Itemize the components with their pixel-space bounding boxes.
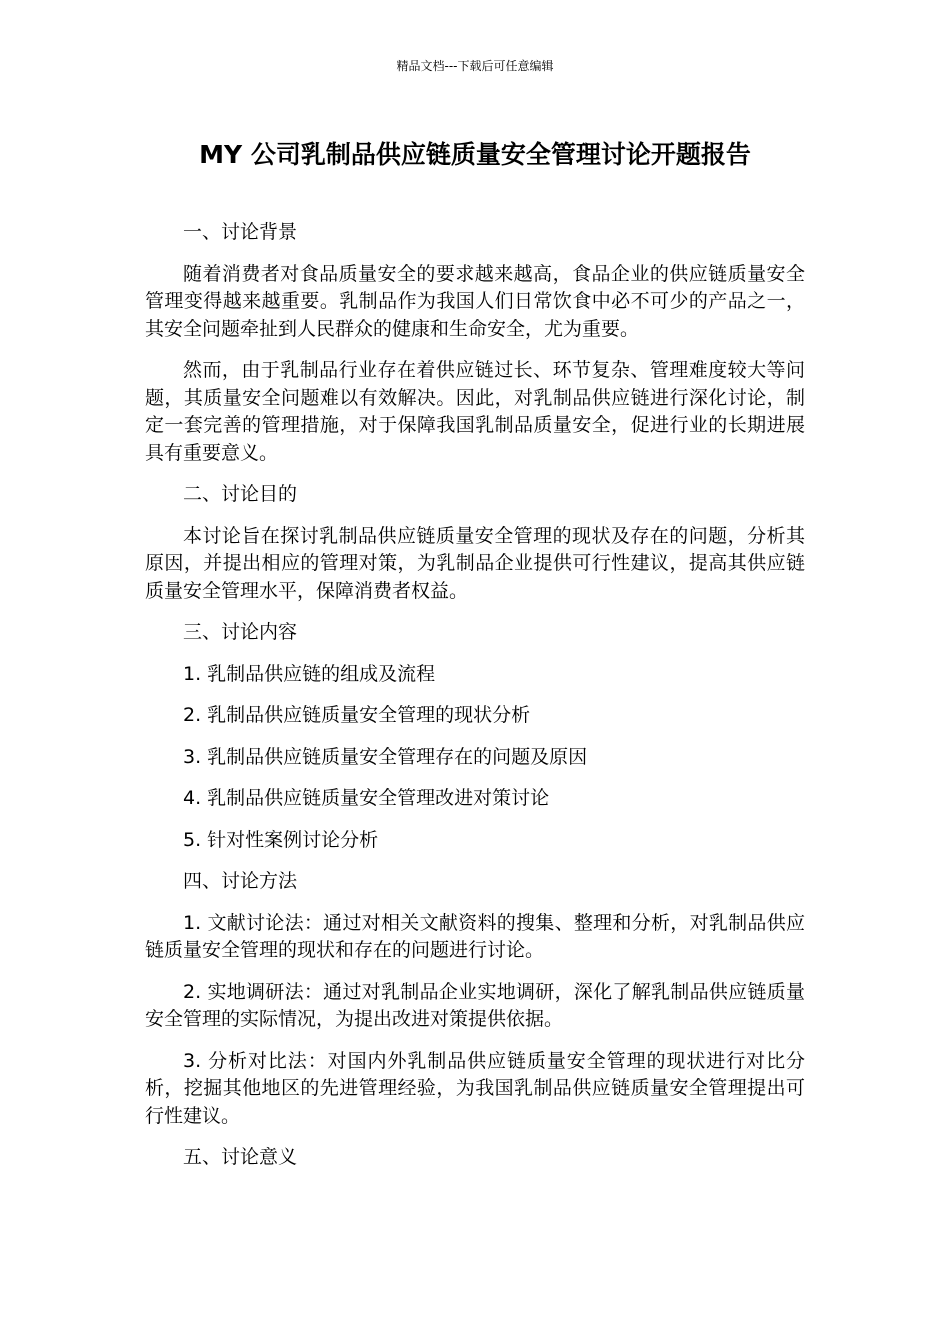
method-item-1: 1. 文献讨论法：通过对相关文献资料的搜集、整理和分析，对乳制品供应链质量安全管理的现状和存在的问题进行讨论。	[145, 911, 805, 961]
content-item-4: 4. 乳制品供应链质量安全管理改进对策讨论	[183, 787, 550, 809]
content-item-3: 3. 乳制品供应链质量安全管理存在的问题及原因	[183, 745, 588, 768]
background-paragraph-1: 随着消费者对食品质量安全的要求越来越高，食品企业的供应链质量安全管理变得越来越重要。乳制品作为我国人们日常饮食中必不可少的产品之一，其安全问题牵扯到人民群众的健康和生命安全，尤为重要。	[145, 262, 805, 340]
method-item-3: 3. 分析对比法：对国内外乳制品供应链质量安全管理的现状进行对比分析，挖掘其他地区的先进管理经验，为我国乳制品供应链质量安全管理提出可行性建议。	[145, 1049, 805, 1127]
content-item-1: 1. 乳制品供应链的组成及流程	[183, 662, 436, 685]
purpose-paragraph-1: 本讨论旨在探讨乳制品供应链质量安全管理的现状及存在的问题，分析其原因，并提出相应的管理对策，为乳制品企业提供可行性建议，提高其供应链质量安全管理水平，保障消费者权益。	[145, 524, 805, 602]
content-item-5: 5. 针对性案例讨论分析	[183, 828, 379, 851]
content-item-2: 2. 乳制品供应链质量安全管理的现状分析	[183, 704, 531, 726]
section-heading-content: 三、讨论内容	[183, 621, 298, 643]
document-title: MY 公司乳制品供应链质量安全管理讨论开题报告	[199, 140, 751, 169]
section-heading-purpose: 二、讨论目的	[183, 483, 298, 505]
method-item-2: 2. 实地调研法：通过对乳制品企业实地调研，深化了解乳制品供应链质量安全管理的实际情况，为提出改进对策提供依据。	[145, 980, 805, 1030]
document-body	[145, 219, 805, 1186]
page-header-note: 精品文档---下载后可任意编辑	[396, 59, 554, 73]
background-paragraph-2: 然而，由于乳制品行业存在着供应链过长、环节复杂、管理难度较大等问题，其质量安全问题难以有效解决。因此，对乳制品供应链进行深化讨论，制定一套完善的管理措施，对于保障我国乳制品质量安全，促进行业的长期进展具有重要意义。	[145, 359, 805, 464]
section-heading-significance: 五、讨论意义	[183, 1146, 298, 1168]
section-heading-background: 一、讨论背景	[183, 221, 298, 243]
section-heading-methods: 四、讨论方法	[183, 870, 298, 892]
